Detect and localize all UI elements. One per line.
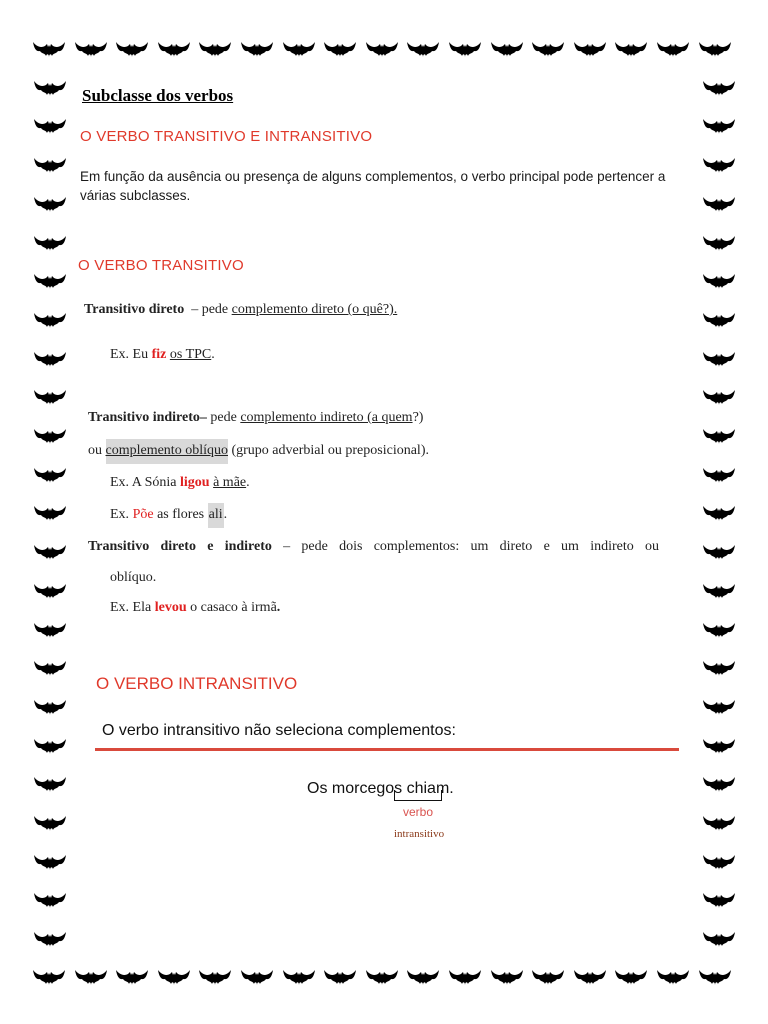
bat-icon xyxy=(323,40,357,58)
bat-icon xyxy=(33,350,67,368)
section-heading-transitive-intransitive: O VERBO TRANSITIVO E INTRANSITIVO xyxy=(80,128,373,145)
bat-icon xyxy=(702,195,736,213)
term-transitive-direct-indirect: Transitivo direto e indireto xyxy=(88,539,272,554)
bat-icon xyxy=(74,40,108,58)
bat-icon xyxy=(698,968,732,986)
bat-icon xyxy=(365,968,399,986)
example-rest: o casaco à irmã xyxy=(190,600,277,615)
bat-icon xyxy=(702,659,736,677)
intransitive-subtitle: O verbo intransitivo não seleciona complementos: xyxy=(102,722,456,739)
bat-icon xyxy=(32,968,66,986)
intransitive-label: intransitivo xyxy=(394,828,445,840)
bat-icon xyxy=(115,968,149,986)
example-prefix: Ex. A Sónia xyxy=(110,475,177,490)
bat-icon xyxy=(33,659,67,677)
bat-icon xyxy=(656,40,690,58)
bat-icon xyxy=(33,930,67,948)
example-end: . xyxy=(276,600,281,615)
bat-icon xyxy=(198,968,232,986)
bat-icon xyxy=(614,968,648,986)
example-verb: Põe xyxy=(132,507,154,522)
bat-icon xyxy=(33,156,67,174)
bat-icon xyxy=(115,40,149,58)
section-heading-transitive: O VERBO TRANSITIVO xyxy=(78,257,244,274)
bat-icon xyxy=(702,272,736,290)
bat-icon xyxy=(33,698,67,716)
bat-icon xyxy=(702,427,736,445)
bat-icon xyxy=(702,388,736,406)
example-indirect-1 xyxy=(110,475,250,491)
bat-icon xyxy=(282,968,316,986)
complement-direct: complemento direto (o quê?). xyxy=(231,302,398,317)
example-end: . xyxy=(211,347,215,362)
bat-icon xyxy=(33,737,67,755)
example-prefix: Ex. Ela xyxy=(110,600,152,615)
bat-icon xyxy=(240,968,274,986)
bat-icon xyxy=(573,40,607,58)
bat-icon xyxy=(702,311,736,329)
bat-icon xyxy=(33,814,67,832)
bat-icon xyxy=(33,621,67,639)
example-object: à mãe xyxy=(213,475,247,490)
ou-text: ou xyxy=(88,443,102,458)
bat-icon xyxy=(33,466,67,484)
bat-icon xyxy=(702,350,736,368)
example-middle: as flores xyxy=(157,507,205,522)
bat-icon xyxy=(702,698,736,716)
transitive-indirect-line xyxy=(88,410,423,426)
bat-icon xyxy=(33,388,67,406)
term-transitive-direct: Transitivo direto xyxy=(84,302,185,317)
bat-icon xyxy=(198,40,232,58)
intro-paragraph: Em função da ausência ou presença de alguns complementos, o verbo principal pode pertencer a várias subclasses. xyxy=(80,169,666,203)
bat-icon xyxy=(33,234,67,252)
bat-icon xyxy=(33,117,67,135)
direct-indirect-continuation: oblíquo. xyxy=(110,570,157,585)
bat-icon xyxy=(448,968,482,986)
bat-icon xyxy=(702,117,736,135)
transitive-direct-line xyxy=(84,302,397,318)
transitive-direct-indirect-line xyxy=(88,539,659,555)
page-title: Subclasse dos verbos xyxy=(82,86,234,105)
bat-icon xyxy=(406,40,440,58)
bat-icon xyxy=(74,968,108,986)
oblique-note: (grupo adverbial ou preposicional). xyxy=(231,443,429,458)
oblique-line xyxy=(88,443,429,459)
bat-icon xyxy=(33,543,67,561)
bat-icon xyxy=(33,272,67,290)
bat-icon xyxy=(33,427,67,445)
bat-icon xyxy=(406,968,440,986)
example-verb: fiz xyxy=(151,347,167,362)
example-direct-indirect xyxy=(110,600,280,616)
bat-icon xyxy=(323,968,357,986)
example-indirect-2 xyxy=(110,507,227,523)
example-verb: chiam. xyxy=(406,780,454,797)
bat-icon xyxy=(702,853,736,871)
bat-icon xyxy=(702,79,736,97)
verb-bracket xyxy=(394,790,442,801)
example-end: . xyxy=(223,507,228,522)
bat-icon xyxy=(240,40,274,58)
bat-icon xyxy=(702,156,736,174)
bat-icon xyxy=(702,814,736,832)
bat-icon xyxy=(573,968,607,986)
divider-rule xyxy=(95,748,679,751)
bat-icon xyxy=(702,504,736,522)
bat-icon xyxy=(702,930,736,948)
bat-icon xyxy=(531,968,565,986)
bat-icon xyxy=(448,40,482,58)
section-heading-intransitive: O VERBO INTRANSITIVO xyxy=(96,674,298,693)
bat-icon xyxy=(702,582,736,600)
bat-icon xyxy=(702,543,736,561)
bat-icon xyxy=(157,968,191,986)
bat-icon xyxy=(365,40,399,58)
complement-indirect-end: ?) xyxy=(412,410,424,425)
bat-icon xyxy=(702,466,736,484)
bat-icon xyxy=(614,40,648,58)
example-end: . xyxy=(246,475,250,490)
bat-icon xyxy=(33,195,67,213)
example-prefix: Ex. Eu xyxy=(110,347,149,362)
bat-icon xyxy=(702,234,736,252)
bat-icon xyxy=(33,311,67,329)
example-object: os TPC xyxy=(169,347,212,362)
bat-icon xyxy=(33,853,67,871)
direct-indirect-text: – pede dois complementos: um direto e um indireto ou xyxy=(283,539,660,554)
example-verb: ligou xyxy=(180,475,210,490)
example-subject: Os morcegos xyxy=(307,780,403,797)
pede-text: pede xyxy=(210,410,237,425)
bat-icon xyxy=(33,582,67,600)
bat-icon xyxy=(531,40,565,58)
bat-icon xyxy=(157,40,191,58)
bat-icon xyxy=(490,40,524,58)
term-transitive-indirect: Transitivo indireto– xyxy=(88,410,207,425)
bat-icon xyxy=(702,621,736,639)
example-verb: levou xyxy=(154,600,187,615)
bat-icon xyxy=(698,40,732,58)
bat-icon xyxy=(33,79,67,97)
example-object: ali xyxy=(208,503,224,528)
bat-icon xyxy=(33,504,67,522)
dash-text: – pede xyxy=(191,302,229,317)
complement-oblique: complemento oblíquo xyxy=(106,439,228,464)
bat-icon xyxy=(33,891,67,909)
bat-icon xyxy=(490,968,524,986)
bat-icon xyxy=(33,775,67,793)
bat-icon xyxy=(282,40,316,58)
bat-icon xyxy=(702,737,736,755)
bat-icon xyxy=(656,968,690,986)
bat-icon xyxy=(702,775,736,793)
example-prefix: Ex. xyxy=(110,507,130,522)
verb-label: verbo xyxy=(403,805,434,819)
bat-icon xyxy=(702,891,736,909)
complement-indirect: complemento indireto (a quem xyxy=(240,410,413,425)
bat-icon xyxy=(32,40,66,58)
example-direct xyxy=(110,347,215,363)
